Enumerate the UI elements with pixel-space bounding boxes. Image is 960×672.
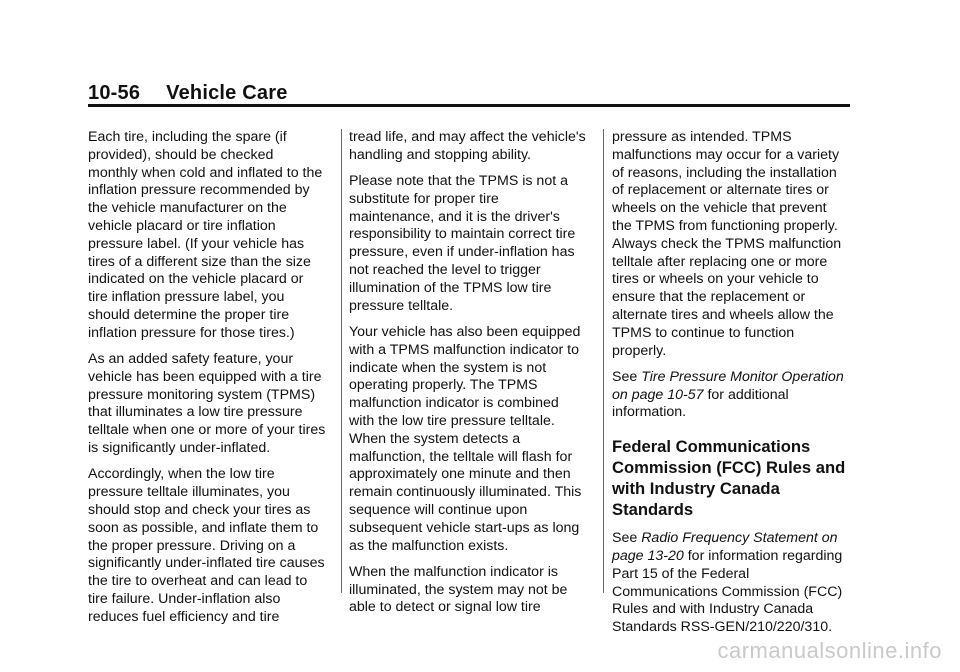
see-prefix: See xyxy=(612,530,642,547)
text-column-2 xyxy=(349,129,587,626)
see-reference xyxy=(612,530,850,637)
section-heading: Federal Communications Commission (FCC) Rules and with Industry Canada Standards xyxy=(612,437,846,520)
page-header xyxy=(88,82,288,105)
cross-reference-link[interactable]: Radio Frequency Statement on page 13-20 xyxy=(612,530,838,565)
see-suffix: for information regarding Part 15 of the Federal Communications Commission (FCC) Rules and with Industry Canada Standards RSS-GEN/210/220/310. xyxy=(612,548,843,636)
paragraph: Each tire, including the spare (if provided), should be checked monthly when cold and inflated to the inflation pressure recommended by the vehicle manufacturer on the vehicle placard or tire inflation pressure label. (If your vehicle has tires of a different size than the size indicated on the vehicle placard or tire inflation pressure label, you should determine the proper tire inflation pressure for those tires.) xyxy=(88,129,323,341)
paragraph: Your vehicle has also been equipped with a TPMS malfunction indicator to indicate when the system is not operating properly. The TPMS malfunction indicator is combined with the low tire pressure telltale. When the system detects a malfunction, the telltale will flash for approximately one minute and then remain continuously illuminated. This sequence will continue upon subsequent vehicle start-ups as long as the malfunction exists. xyxy=(349,323,582,554)
paragraph: Please note that the TPMS is not a substitute for proper tire maintenance, and it is the driver's responsibility to maintain correct tire pressure, even if under-inflation has not reached the level to trigger illumination of the TPMS low tire pressure telltale. xyxy=(349,173,576,314)
paragraph: As an added safety feature, your vehicle has been equipped with a tire pressure monitoring system (TPMS) that illuminates a low tire pressure telltale when one or more of your tires is significantly under-inflated. xyxy=(88,351,326,457)
column-divider xyxy=(603,129,604,593)
section-title: Vehicle Care xyxy=(166,82,288,104)
text-column-3 xyxy=(612,129,850,646)
cross-reference-link[interactable]: Tire Pressure Monitor Operation on page 10-57 xyxy=(612,368,844,403)
watermark: carmanualsonline.info xyxy=(717,638,942,663)
page-number: 10-56 xyxy=(88,82,141,104)
see-prefix: See xyxy=(612,368,642,385)
see-suffix: for additional information. xyxy=(612,386,789,421)
paragraph: Accordingly, when the low tire pressure telltale illuminates, you should stop and check your tires as soon as possible, and inflate them to the proper pressure. Driving on a significantly under-inflated tire causes the tire to overheat and can lead to tire failure. Under-inflation also reduces fuel efficiency and tire xyxy=(88,466,325,625)
column-divider xyxy=(341,129,342,593)
header-rule xyxy=(88,104,850,107)
text-column-1 xyxy=(88,129,326,635)
paragraph: pressure as intended. TPMS malfunctions may occur for a variety of reasons, including the installation of replacement or alternate tires or wheels on the vehicle that prevent the TPMS from functioning properly. Always check the TPMS malfunction telltale after replacing one or more tires or wheels on your vehicle to ensure that the replacement or alternate tires and wheels allow the TPMS to continue to function properly. xyxy=(612,129,842,359)
see-reference xyxy=(612,369,850,422)
paragraph: When the malfunction indicator is illuminated, the system may not be able to detect or signal low tire xyxy=(349,563,568,616)
paragraph: tread life, and may affect the vehicle's handling and stopping ability. xyxy=(349,129,586,163)
